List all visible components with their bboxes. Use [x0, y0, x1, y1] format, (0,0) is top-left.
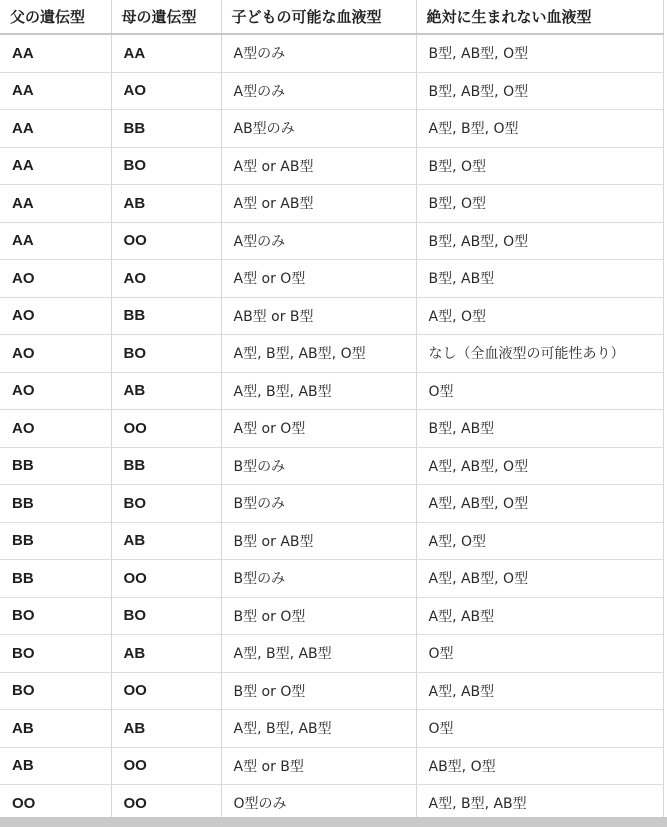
mother-genotype-cell: AO — [111, 72, 221, 110]
father-genotype-cell: AA — [0, 222, 111, 260]
mother-genotype-cell: AB — [111, 710, 221, 748]
father-genotype-cell: BO — [0, 672, 111, 710]
father-genotype-cell: AO — [0, 335, 111, 373]
possible-types-cell: B型のみ — [221, 447, 416, 485]
impossible-types-cell: B型, AB型, O型 — [416, 72, 663, 110]
possible-types-cell: B型のみ — [221, 560, 416, 598]
father-genotype-cell: AB — [0, 710, 111, 748]
mother-genotype-cell: AB — [111, 372, 221, 410]
possible-types-cell: A型, B型, AB型 — [221, 635, 416, 673]
table-body — [0, 34, 663, 822]
mother-genotype-cell: BO — [111, 335, 221, 373]
table-row — [0, 635, 663, 673]
table-row — [0, 372, 663, 410]
impossible-types-cell: B型, AB型 — [416, 410, 663, 448]
mother-genotype-cell: BO — [111, 597, 221, 635]
impossible-types-cell: A型, B型, AB型 — [416, 785, 663, 823]
impossible-types-cell: AB型, O型 — [416, 747, 663, 785]
possible-types-cell: A型 or AB型 — [221, 185, 416, 223]
header-impossible-types: 絶対に生まれない血液型 — [416, 0, 663, 34]
impossible-types-cell: B型, AB型 — [416, 260, 663, 298]
impossible-types-cell: B型, AB型, O型 — [416, 222, 663, 260]
table-header-row — [0, 0, 663, 34]
possible-types-cell: B型 or O型 — [221, 597, 416, 635]
mother-genotype-cell: OO — [111, 747, 221, 785]
father-genotype-cell: BB — [0, 485, 111, 523]
table-row — [0, 260, 663, 298]
table-row — [0, 222, 663, 260]
table-row — [0, 147, 663, 185]
impossible-types-cell: A型, B型, O型 — [416, 110, 663, 148]
father-genotype-cell: BO — [0, 635, 111, 673]
mother-genotype-cell: AO — [111, 260, 221, 298]
possible-types-cell: A型, B型, AB型 — [221, 710, 416, 748]
mother-genotype-cell: AA — [111, 34, 221, 72]
table-row — [0, 297, 663, 335]
father-genotype-cell: BB — [0, 522, 111, 560]
father-genotype-cell: BO — [0, 597, 111, 635]
table-row — [0, 597, 663, 635]
table-row — [0, 447, 663, 485]
table-row — [0, 485, 663, 523]
father-genotype-cell: AA — [0, 72, 111, 110]
table-row — [0, 72, 663, 110]
mother-genotype-cell: BB — [111, 297, 221, 335]
father-genotype-cell: AB — [0, 747, 111, 785]
father-genotype-cell: BB — [0, 447, 111, 485]
mother-genotype-cell: OO — [111, 785, 221, 823]
mother-genotype-cell: BB — [111, 110, 221, 148]
table-row — [0, 560, 663, 598]
table-row — [0, 34, 663, 72]
father-genotype-cell: AA — [0, 34, 111, 72]
mother-genotype-cell: BO — [111, 485, 221, 523]
possible-types-cell: A型 or O型 — [221, 410, 416, 448]
father-genotype-cell: AO — [0, 410, 111, 448]
impossible-types-cell: B型, AB型, O型 — [416, 34, 663, 72]
mother-genotype-cell: AB — [111, 522, 221, 560]
mother-genotype-cell: OO — [111, 410, 221, 448]
mother-genotype-cell: BO — [111, 147, 221, 185]
possible-types-cell: A型, B型, AB型 — [221, 372, 416, 410]
impossible-types-cell: A型, O型 — [416, 297, 663, 335]
possible-types-cell: A型のみ — [221, 72, 416, 110]
impossible-types-cell: B型, O型 — [416, 185, 663, 223]
father-genotype-cell: BB — [0, 560, 111, 598]
father-genotype-cell: AO — [0, 372, 111, 410]
possible-types-cell: B型 or AB型 — [221, 522, 416, 560]
table-row — [0, 747, 663, 785]
table-row — [0, 522, 663, 560]
impossible-types-cell: O型 — [416, 710, 663, 748]
possible-types-cell: A型のみ — [221, 222, 416, 260]
possible-types-cell: AB型のみ — [221, 110, 416, 148]
father-genotype-cell: AA — [0, 110, 111, 148]
father-genotype-cell: OO — [0, 785, 111, 823]
table-row — [0, 110, 663, 148]
father-genotype-cell: AO — [0, 297, 111, 335]
impossible-types-cell: B型, O型 — [416, 147, 663, 185]
table-row — [0, 410, 663, 448]
mother-genotype-cell: OO — [111, 672, 221, 710]
father-genotype-cell: AA — [0, 147, 111, 185]
table-row — [0, 185, 663, 223]
impossible-types-cell: A型, O型 — [416, 522, 663, 560]
possible-types-cell: A型のみ — [221, 34, 416, 72]
table-row — [0, 672, 663, 710]
impossible-types-cell: A型, AB型, O型 — [416, 447, 663, 485]
possible-types-cell: AB型 or B型 — [221, 297, 416, 335]
possible-types-cell: B型 or O型 — [221, 672, 416, 710]
impossible-types-cell: O型 — [416, 635, 663, 673]
mother-genotype-cell: BB — [111, 447, 221, 485]
mother-genotype-cell: AB — [111, 635, 221, 673]
header-mother-genotype: 母の遺伝型 — [111, 0, 221, 34]
possible-types-cell: O型のみ — [221, 785, 416, 823]
mother-genotype-cell: OO — [111, 222, 221, 260]
possible-types-cell: A型 or O型 — [221, 260, 416, 298]
table-row — [0, 335, 663, 373]
mother-genotype-cell: AB — [111, 185, 221, 223]
impossible-types-cell: なし（全血液型の可能性あり） — [416, 335, 663, 373]
header-possible-child-types: 子どもの可能な血液型 — [221, 0, 416, 34]
bottom-scroll-bar — [0, 817, 667, 827]
header-father-genotype: 父の遺伝型 — [0, 0, 111, 34]
impossible-types-cell: O型 — [416, 372, 663, 410]
possible-types-cell: B型のみ — [221, 485, 416, 523]
mother-genotype-cell: OO — [111, 560, 221, 598]
father-genotype-cell: AA — [0, 185, 111, 223]
impossible-types-cell: A型, AB型 — [416, 672, 663, 710]
possible-types-cell: A型, B型, AB型, O型 — [221, 335, 416, 373]
impossible-types-cell: A型, AB型, O型 — [416, 560, 663, 598]
possible-types-cell: A型 or AB型 — [221, 147, 416, 185]
table-row — [0, 710, 663, 748]
possible-types-cell: A型 or B型 — [221, 747, 416, 785]
impossible-types-cell: A型, AB型, O型 — [416, 485, 663, 523]
impossible-types-cell: A型, AB型 — [416, 597, 663, 635]
father-genotype-cell: AO — [0, 260, 111, 298]
